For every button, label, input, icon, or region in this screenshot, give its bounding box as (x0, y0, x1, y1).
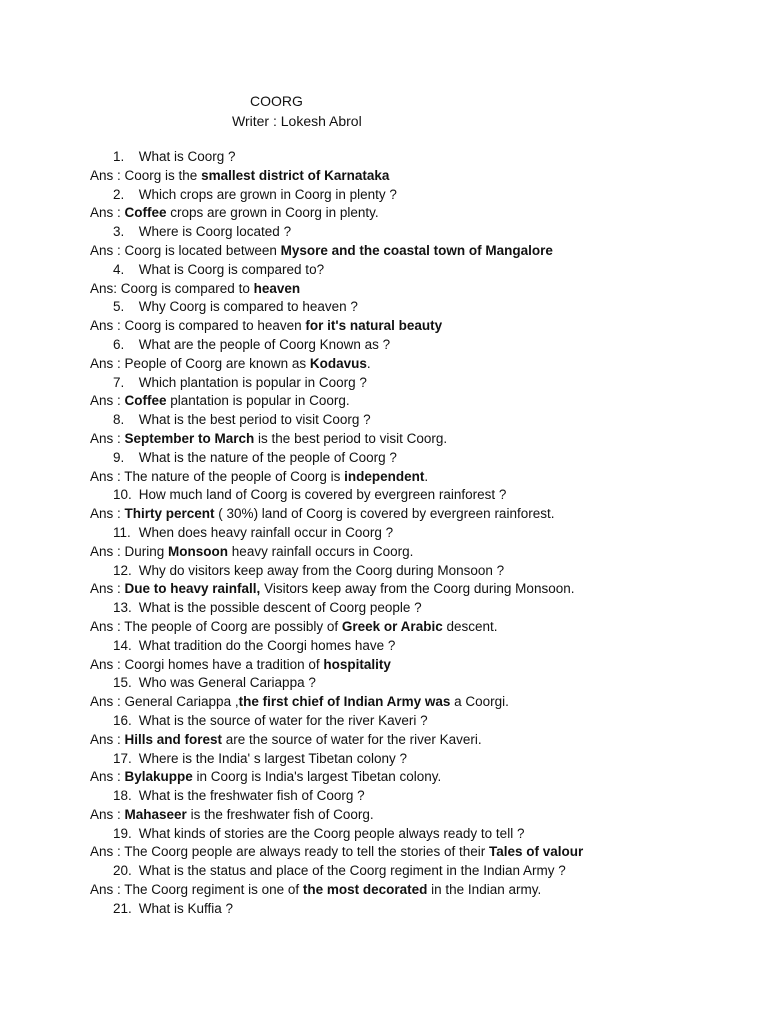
answer-text: Ans : During (90, 543, 169, 559)
answer-text: is the freshwater fish of Coorg. (186, 806, 374, 822)
answer-item (90, 167, 750, 186)
answer-text: Ans : (90, 393, 125, 409)
question-text: What are the people of Coorg Known as ? (135, 336, 391, 352)
question-item (90, 862, 750, 881)
question-number: 15. (113, 675, 132, 691)
question-item (90, 148, 750, 167)
question-number: 19. (113, 825, 132, 841)
question-number: 21. (113, 900, 132, 916)
question-item (90, 825, 750, 844)
question-item (90, 674, 750, 693)
answer-text: heavy rainfall occurs in Coorg. (228, 543, 414, 559)
answer-text: Ans : Coorg is compared to heaven (90, 318, 306, 334)
question-number: 12. (113, 562, 132, 578)
question-item (90, 298, 750, 317)
answer-text: Ans : General Cariappa , (90, 694, 239, 710)
answer-text: Ans : (90, 731, 125, 747)
answer-text: . (366, 355, 371, 371)
question-text: What is the source of water for the river Kaveri ? (135, 712, 428, 728)
question-text: Which plantation is popular in Coorg ? (135, 374, 367, 390)
question-item (90, 186, 750, 205)
answer-item (90, 280, 750, 299)
question-item (90, 599, 750, 618)
answer-item (90, 618, 750, 637)
question-number: 20. (113, 863, 132, 879)
answer-text: Ans : The Coorg people are always ready to tell the stories of their (90, 844, 489, 860)
answer-item (90, 355, 750, 374)
answer-item (90, 204, 750, 223)
answer-highlight: Tales of valour (488, 844, 584, 860)
question-item (90, 374, 750, 393)
answer-item (90, 242, 750, 261)
question-text: Which crops are grown in Coorg in plenty ? (135, 186, 397, 202)
question-item (90, 712, 750, 731)
answer-highlight: Monsoon (168, 543, 229, 559)
answer-item (90, 505, 750, 524)
answer-text: a Coorgi. (450, 694, 509, 710)
question-number: 3. (113, 224, 125, 240)
answer-text: Ans : Coorg is the (90, 167, 202, 183)
question-number: 17. (113, 750, 132, 766)
answer-highlight: Kodavus (309, 355, 367, 371)
question-text: How much land of Coorg is covered by evergreen rainforest ? (135, 487, 507, 503)
question-number: 5. (113, 299, 125, 315)
question-number: 11. (113, 524, 131, 540)
answer-highlight: heaven (253, 280, 301, 296)
question-number: 2. (113, 186, 125, 202)
question-text: What tradition do the Coorgi homes have ? (135, 637, 396, 653)
answer-highlight: Bylakuppe (124, 769, 193, 785)
answer-text: is the best period to visit Coorg. (254, 430, 448, 446)
question-item (90, 261, 750, 280)
question-number: 4. (113, 261, 125, 277)
question-number: 18. (113, 788, 132, 804)
answer-text: Ans : (90, 506, 125, 522)
question-item (90, 637, 750, 656)
answer-item (90, 392, 750, 411)
question-number: 10. (113, 487, 132, 503)
question-number: 16. (113, 712, 132, 728)
answer-highlight: Greek or Arabic (341, 618, 443, 634)
question-item (90, 562, 750, 581)
answer-item (90, 430, 750, 449)
answer-text: Ans : The people of Coorg are possibly of (90, 618, 342, 634)
question-number: 14. (113, 637, 132, 653)
question-text: What is Coorg ? (135, 149, 236, 164)
answer-item (90, 468, 750, 487)
answer-item (90, 806, 750, 825)
answer-text: Ans : (90, 430, 125, 446)
answer-item (90, 580, 750, 599)
question-item (90, 411, 750, 430)
writer-line: Writer : Lokesh Abrol (232, 113, 362, 129)
answer-text: in Coorg is India's largest Tibetan colony. (192, 769, 442, 785)
answer-text: descent. (442, 618, 498, 634)
question-number: 9. (113, 449, 125, 465)
question-text: What is the best period to visit Coorg ? (135, 412, 371, 428)
answer-item (90, 656, 750, 675)
question-text: What kinds of stories are the Coorg people always ready to tell ? (135, 825, 525, 841)
question-text: What is the status and place of the Coorg regiment in the Indian Army ? (135, 863, 566, 879)
answer-text: Visitors keep away from the Coorg during Monsoon. (260, 581, 575, 597)
answer-item (90, 881, 750, 900)
question-number: 7. (113, 374, 125, 390)
question-text: When does heavy rainfall occur in Coorg ? (135, 524, 394, 540)
answer-highlight: Coffee (124, 205, 167, 221)
answer-item (90, 693, 750, 712)
answer-item (90, 768, 750, 787)
answer-highlight: the first chief of Indian Army was (238, 694, 451, 710)
question-text: What is the freshwater fish of Coorg ? (135, 788, 365, 804)
answer-highlight: for it's natural beauty (305, 318, 443, 334)
answer-highlight: Hills and forest (124, 731, 223, 747)
answer-highlight: Mysore and the coastal town of Mangalore (280, 242, 553, 258)
answer-text: . (424, 468, 429, 484)
question-text: What is Kuffia ? (135, 900, 234, 916)
answer-item (90, 543, 750, 562)
answer-text: Ans : People of Coorg are known as (90, 355, 310, 371)
question-item (90, 900, 750, 919)
question-number: 8. (113, 412, 125, 428)
question-text: Who was General Cariappa ? (135, 675, 316, 691)
answer-item (90, 843, 750, 862)
answer-text: ( 30%) land of Coorg is covered by evergreen rainforest. (214, 506, 555, 522)
answer-text: Ans: Coorg is compared to (90, 280, 254, 296)
answer-item (90, 731, 750, 750)
answer-highlight: independent (344, 468, 425, 484)
question-text: What is the possible descent of Coorg people ? (135, 600, 422, 616)
answer-text: Ans : The Coorg regiment is one of (90, 882, 303, 898)
question-item (90, 336, 750, 355)
answer-highlight: Thirty percent (124, 506, 215, 522)
qa-list (90, 148, 750, 919)
answer-text: are the source of water for the river Kaveri. (222, 731, 482, 747)
answer-text: Ans : (90, 581, 125, 597)
answer-highlight: hospitality (323, 656, 391, 672)
answer-text: plantation is popular in Coorg. (166, 393, 350, 409)
question-text: Why Coorg is compared to heaven ? (135, 299, 358, 315)
question-number: 13. (113, 600, 132, 616)
answer-text: Ans : Coorgi homes have a tradition of (90, 656, 324, 672)
question-item (90, 750, 750, 769)
answer-text: Ans : The nature of the people of Coorg is (90, 468, 345, 484)
answer-text: Ans : (90, 205, 125, 221)
question-item (90, 486, 750, 505)
answer-highlight: Coffee (124, 393, 167, 409)
answer-highlight: September to March (124, 430, 255, 446)
question-item (90, 787, 750, 806)
question-text: Why do visitors keep away from the Coorg during Monsoon ? (135, 562, 505, 578)
answer-text: Ans : (90, 769, 125, 785)
question-number: 1. (113, 149, 125, 164)
question-text: What is Coorg is compared to? (135, 261, 325, 277)
question-text: What is the nature of the people of Coorg ? (135, 449, 397, 465)
answer-text: in the Indian army. (427, 882, 542, 898)
answer-highlight: smallest district of Karnataka (201, 167, 390, 183)
question-text: Where is the India' s largest Tibetan colony ? (135, 750, 407, 766)
answer-highlight: the most decorated (302, 882, 428, 898)
question-item (90, 524, 750, 543)
question-text: Where is Coorg located ? (135, 224, 292, 240)
answer-text: Ans : Coorg is located between (90, 242, 281, 258)
answer-text: Ans : (90, 806, 125, 822)
question-item (90, 223, 750, 242)
answer-highlight: Mahaseer (124, 806, 187, 822)
answer-text: crops are grown in Coorg in plenty. (166, 205, 379, 221)
question-number: 6. (113, 336, 125, 352)
answer-highlight: Due to heavy rainfall, (124, 581, 261, 597)
question-item (90, 449, 750, 468)
document-title: COORG (250, 93, 303, 109)
answer-item (90, 317, 750, 336)
